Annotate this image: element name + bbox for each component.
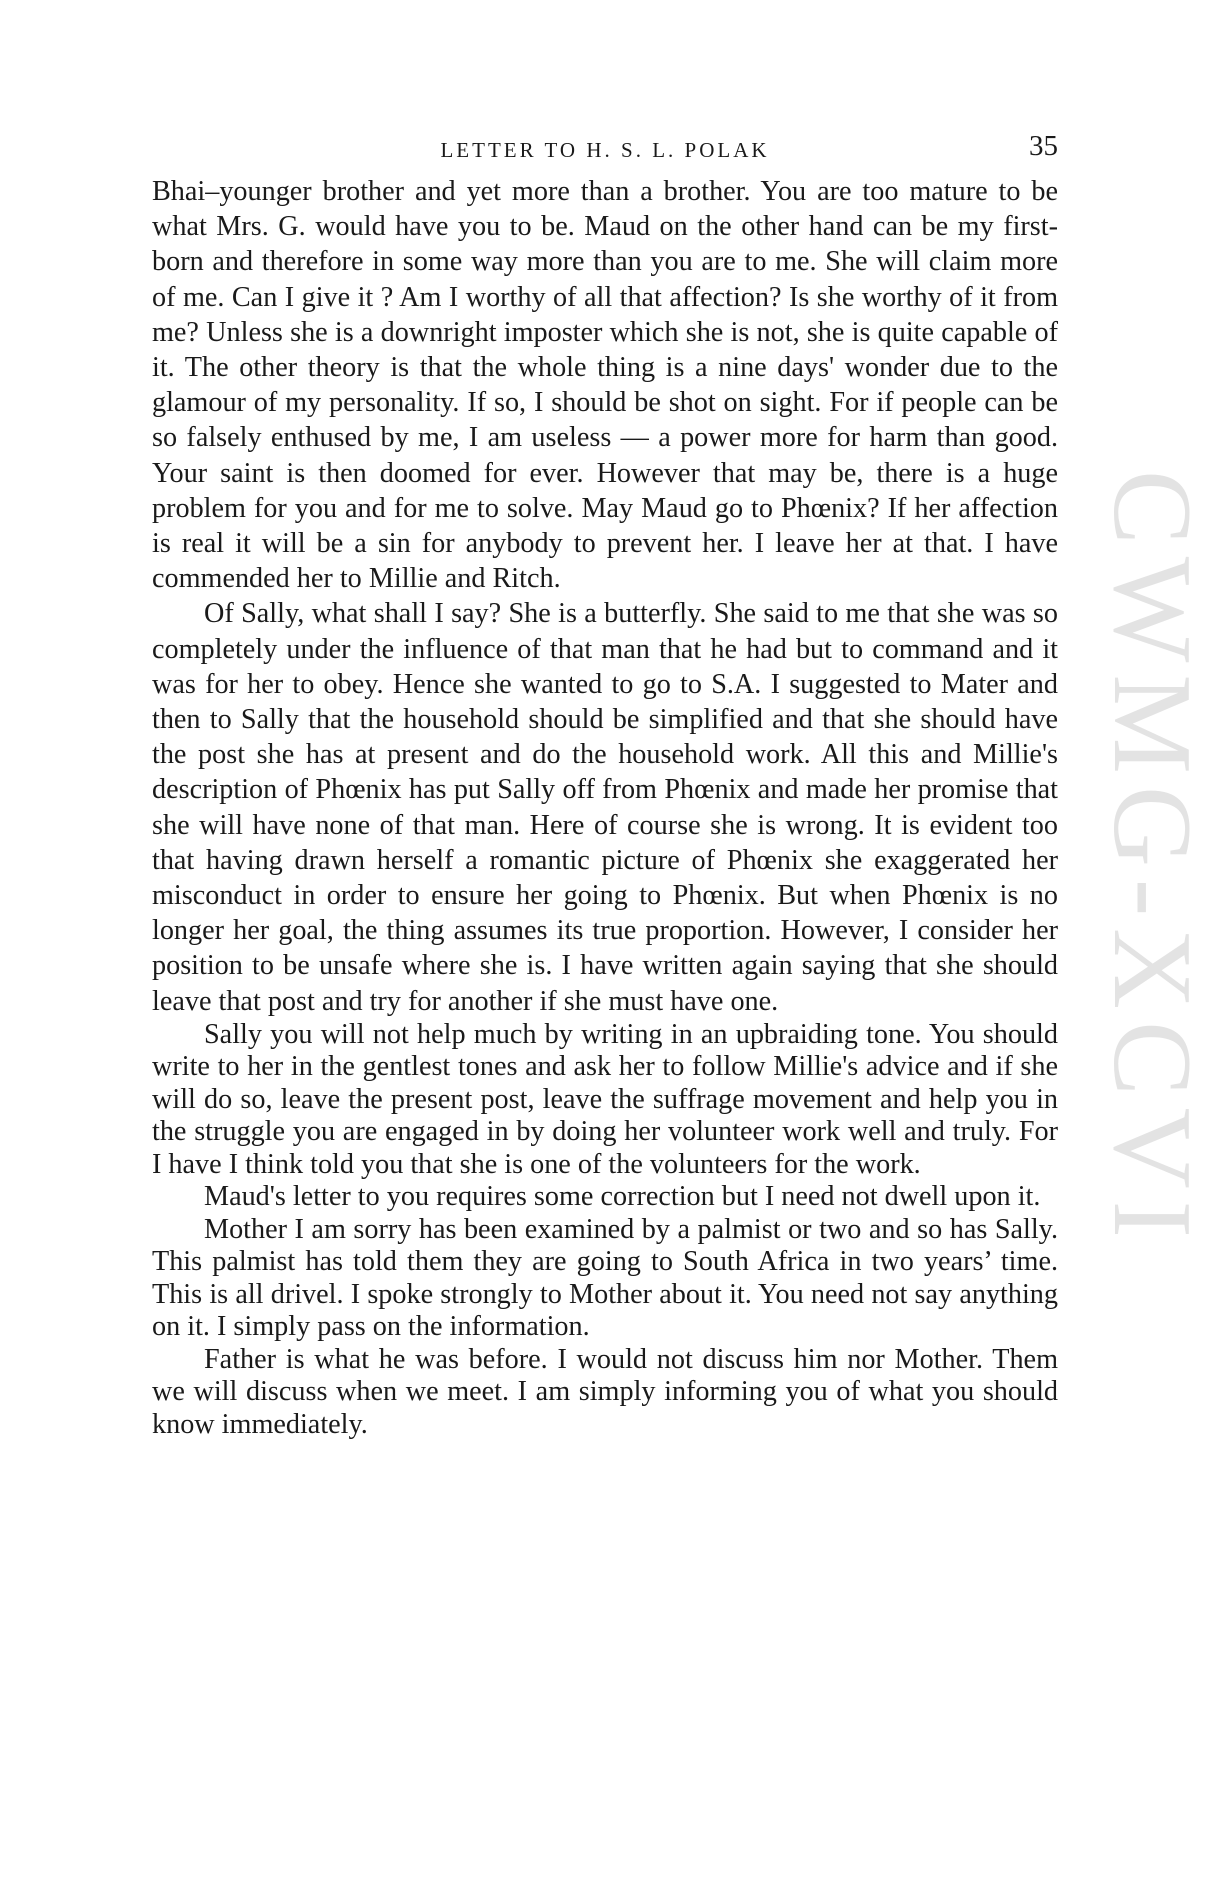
paragraph: Maud's letter to you requires some correction but I need not dwell upon it.: [204, 1181, 1041, 1213]
page-number: 35: [1029, 130, 1058, 162]
running-title: LETTER TO H. S. L. POLAK: [440, 138, 770, 162]
paragraph: Sally you will not help much by writing in an upbraiding tone. You should write to her in the gentlest tones and ask her to follow Millie's advice and if she will do so, leave the present post, leave the suffrage movement and help you in the struggle you are engaged in by doing her volunteer work well and truly. For I have I think told you that she is one of the volunteers for the work.: [152, 1018, 1058, 1180]
watermark: CWMG-XCVI: [1090, 470, 1214, 1250]
paragraph: Of Sally, what shall I say? She is a butterfly. She said to me that she was so completely under the influence of that man that he had but to command and it was for her to obey. Hence she wanted to go to S.A. I suggested to Mater and then to Sally that the household should be simplified and that she should have the post she has at present and do the household work. All this and Millie's description of Phœnix has put Sally off from Phœnix and made her promise that she will have none of that man. Here of course she is wrong. It is evident too that having drawn herself a romantic picture of Phœnix she exaggerated her misconduct in order to ensure her going to Phœnix. But when Phœnix is no longer her goal, the thing assumes its true proportion. However, I consider her position to be unsafe where she is. I have written again saying that she should leave that post and try for another if she must have one.: [152, 598, 1058, 1017]
paragraph: Bhai–younger brother and yet more than a brother. You are too mature to be what Mrs. G. would have you to be. Maud on the other hand can be my first-born and therefore in some way more than you are to me. She will claim more of me. Can I give it ? Am I worthy of all that affection? Is she worthy of it from me? Unless she is a downright imposter which she is not, she is quite capable of it. The other theory is that the whole thing is a nine days' wonder due to the glamour of my personality. If so, I should be shot on sight. For if people can be so falsely enthused by me, I am useless — a power more for harm than good. Your saint is then doomed for ever. However that may be, there is a huge problem for you and for me to solve. May Maud go to Phœnix? If her affection is real it will be a sin for anybody to prevent her. I leave her at that. I have commended her to Millie and Ritch.: [152, 176, 1058, 595]
paragraph: Father is what he was before. I would not discuss him nor Mother. Them we will discuss when we meet. I am simply informing you of what you should know immediately.: [152, 1343, 1058, 1440]
paragraph: Mother I am sorry has been examined by a palmist or two and so has Sally. This palmist has told them they are going to South Africa in two years’ time. This is all drivel. I spoke strongly to Mother about it. You need not say anything on it. I simply pass on the information.: [152, 1213, 1058, 1343]
running-header: [152, 130, 1058, 170]
document-page: [152, 130, 1058, 1441]
letter-body: [152, 174, 1058, 1441]
